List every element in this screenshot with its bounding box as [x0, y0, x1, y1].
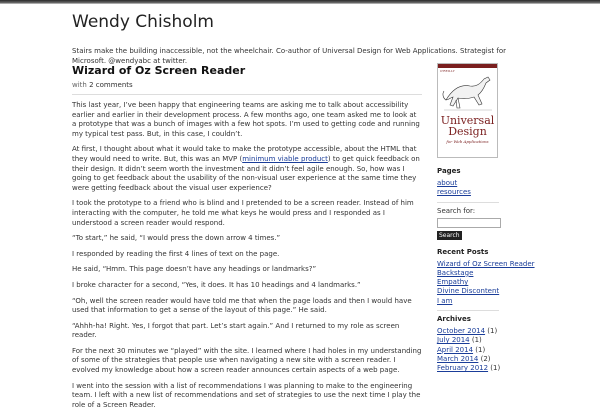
paragraph: I took the prototype to a friend who is blind and I pretended to be a screen reader. Instead of him interacting with the computer, he told me what keys he would press and I responded as I understood a screen reader would respond.	[72, 199, 414, 227]
list-item	[437, 346, 537, 355]
search-button[interactable]: Search	[439, 231, 460, 239]
archive-link[interactable]: April 2014	[437, 345, 474, 354]
top-bar	[0, 0, 600, 4]
page-link-about[interactable]: about	[437, 179, 458, 187]
list-item	[437, 355, 537, 364]
divider	[437, 202, 499, 203]
recent-posts-heading: Recent Posts	[437, 247, 489, 256]
pages-list	[437, 179, 537, 198]
paragraph: He said, “Hmm. This page doesn’t have any headings or landmarks?”	[72, 265, 317, 274]
list-item	[437, 297, 537, 306]
post-body	[72, 101, 422, 410]
paragraph: “Oh, well the screen reader would have told me that when the page loads and then I would have used that information to get a sense of the layout of this page.” He said.	[72, 296, 412, 315]
publisher-logo: O'REILLY	[440, 69, 455, 73]
list-item	[437, 287, 537, 296]
comments-link[interactable]: 2 comments	[89, 81, 133, 89]
book-title-line2: Design	[448, 125, 487, 138]
archive-link[interactable]: October 2014	[437, 327, 486, 336]
paragraph-with-link	[72, 145, 422, 193]
mvp-link[interactable]: minimum viable product	[242, 154, 328, 163]
book-title-line1: Universal	[440, 114, 495, 127]
recent-post-link[interactable]: Divine Discontent	[437, 287, 500, 296]
site-title[interactable]: Wendy Chisholm	[72, 12, 214, 32]
page-link-resources[interactable]: resources	[437, 188, 471, 197]
paragraph: I went into the session with a list of recommendations I was planning to make to the engineering team. I left with a new list of recommendations and set of strategies to use the next time I play the role of a Screen Reader.	[72, 381, 421, 409]
book-cover[interactable]	[437, 63, 498, 158]
recent-post-link[interactable]: Backstage	[437, 268, 474, 277]
list-item	[437, 269, 537, 278]
archive-count: (1)	[471, 336, 482, 345]
archives-list	[437, 327, 537, 373]
recent-posts-list	[437, 260, 537, 306]
search-label: Search for:	[437, 206, 476, 215]
paragraph: For the next 30 minutes we “played” with the site. I learned where I had holes in my understanding of some of the strategies that people use when navigating a new site with a screen reader. I evolved my knowledge about how a screen reader announces certain aspects of a web page.	[72, 346, 422, 375]
list-item	[437, 278, 537, 287]
list-item	[437, 188, 537, 197]
sidebar	[437, 63, 537, 374]
recent-post-link[interactable]: Empathy	[437, 278, 469, 287]
paragraph-text: At first, I thought about what it would take to make the prototype accessible, about the HTML that they would need to write. But, this was an MVP (	[72, 145, 417, 163]
paragraph: “Ahhh-ha! Right. Yes, I forgot that part. Let’s start again.” And I returned to my role as screen reader.	[72, 321, 400, 340]
list-item	[437, 260, 537, 269]
archive-link[interactable]: July 2014	[437, 336, 470, 345]
main-content	[72, 64, 422, 416]
archive-link[interactable]: March 2014	[437, 354, 479, 363]
pages-heading: Pages	[437, 167, 461, 175]
recent-post-link[interactable]: I am	[437, 296, 453, 305]
paragraph: “To start,” he said, “I would press the down arrow 4 times.”	[72, 234, 281, 243]
post-meta	[72, 81, 422, 90]
paragraph: I broke character for a second, “Yes, it does. It has 10 headings and 4 landmarks.”	[72, 280, 361, 289]
site-tagline: Stairs make the building inaccessible, not the wheelchair. Co-author of Universal Design for Web Applications. Strategist for Microsoft. @wendyabc at twitter.	[72, 47, 506, 65]
divider	[437, 310, 499, 311]
search-input[interactable]	[437, 218, 501, 228]
post-title[interactable]: Wizard of Oz Screen Reader	[72, 64, 246, 77]
search-widget	[437, 207, 537, 240]
paragraph: I responded by reading the first 4 lines of text on the page.	[72, 249, 280, 258]
archive-count: (1)	[487, 327, 498, 336]
post-divider	[72, 94, 422, 95]
list-item	[437, 327, 537, 336]
archive-count: (2)	[480, 354, 491, 363]
list-item	[437, 364, 537, 373]
recent-post-link[interactable]: Wizard of Oz Screen Reader	[437, 259, 535, 268]
paragraph: This last year, I’ve been happy that engineering teams are asking me to talk about accessibility earlier and earlier in their development process. A few months ago, one team asked me to look at a prototype that was a bunch of images with a few hot spots. I’m used to getting code and running my typical test pass. But, in this case, I couldn’t.	[72, 101, 420, 138]
archives-heading: Archives	[437, 315, 471, 324]
archive-count: (1)	[475, 345, 486, 354]
post-meta-prefix: with	[72, 81, 87, 89]
list-item	[437, 179, 537, 188]
archive-link[interactable]: February 2012	[437, 364, 489, 373]
paragraph-text: ) to get quick feedback on their design. It didn’t seem worth the investment and it didn’t feel agile enough. So, how was I going to get feedback about the usability of the non-visual user experience at the same time they were getting feedback about the visual user experience?	[72, 154, 420, 192]
archive-count: (1)	[490, 364, 501, 373]
book-subtitle: for Web Applications	[446, 139, 489, 144]
list-item	[437, 336, 537, 345]
